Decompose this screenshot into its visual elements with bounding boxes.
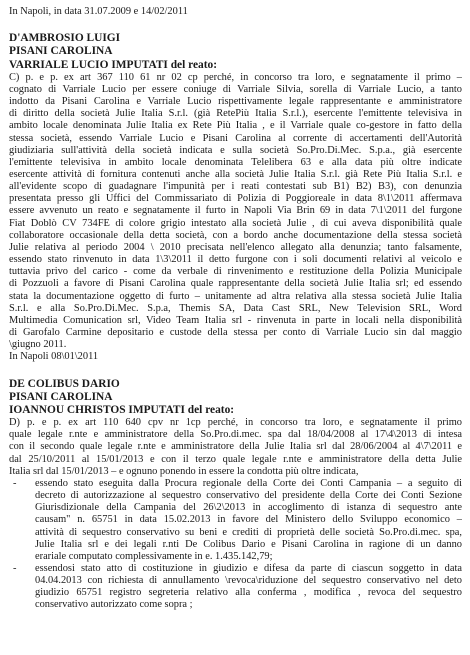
text-line: S.r.l. e alla So.Pro.Di.Mec. S.p.a, Themis SA, Data Cast SRL, New Television SRL, Word — [9, 302, 462, 314]
text-line: C) p. e p. ex art 367 110 61 nr 02 cp perché, in concorso tra loro, e segnatamente il primo – — [9, 71, 462, 83]
bullet-text — [9, 563, 462, 612]
text-line: di Garofalo Carmine depositario e custode della stessa per conto di Varriale Lucio sin dal maggio — [9, 327, 462, 339]
text-line: presentata presso gli Uffici del Commissariato di Polizia di Poggioreale in data 8\1\2011 affermava — [9, 193, 462, 205]
text-line: di Pozzuoli a favore di Pisani Carolina quale rappresentante della società Julie Italia srl; ed essendo — [9, 278, 462, 290]
text-line: giudizio 65751 registro segreteria relativo alla conferma , modifica , revoca del sequestro — [35, 587, 462, 599]
text-line: causam" n. 65751 in data 15.02.2013 in favore del Ministero dello Sviluppo economico – — [35, 514, 462, 526]
text-line: ambito locale denominata Julie Italia ex Rete Più Italia , e il Varriale quale co-gestore in fatto della — [9, 120, 462, 132]
text-line: indotto da Pisani Carolina e Varriale Lucio rispettivamente legale rappresentante e amministratore — [9, 96, 462, 108]
charge-heading: VARRIALE LUCIO IMPUTATI del reato: — [9, 58, 217, 71]
text-line: Italia srl dal 15/01/2013 – e ognuno ponendo in essere la condotta più oltre indicata, — [9, 465, 359, 477]
text-line: Fiat Doblò CV 734FE di colore grigio intestato alla società Julie , di cui aveva disponibilità quale — [9, 217, 462, 229]
text-line: con il secondo quale legale r.nte e amministratore della Julie Italia srl dal 28/06/2004 al 4\7\2011 e — [9, 441, 462, 453]
text-line: l'emittente televisiva in ambito locale denominata Telelibera 63 e alla data più oltre indicate — [9, 156, 462, 168]
text-line: cognato di Varriale Lucio per essere coniuge di Varriale Silvia, sorella di Varriale Lucio, a tanto — [9, 83, 462, 95]
defendant-name-1: DE COLIBUS DARIO — [9, 377, 120, 390]
defendant-name-2: PISANI CAROLINA — [9, 390, 113, 403]
bullet-dash-icon: - — [13, 563, 17, 574]
text-line: conservativo autorizzato come sopra ; — [35, 599, 193, 611]
text-line: all'evidente scopo di guadagnare l'impunità per i reati contestati sub B1) B2) B3), con denunzia — [9, 181, 462, 193]
bullet-item — [9, 478, 462, 563]
bullet-item — [9, 563, 462, 612]
text-line: attività di sequestro conservativo su beni e crediti di proprietà delle società So.Pro.di.mec. spa, — [35, 526, 462, 538]
spacer — [9, 364, 462, 378]
text-line: erariale computato complessivamente in e. 1.435.142,79; — [35, 550, 273, 562]
bullet-list — [9, 478, 462, 612]
text-line: collaboratore occasionale della detta società, con a bordo anche documentazione della stessa società — [9, 229, 462, 241]
text-line: Julie Italia srl e dei legali r.nti De Colibus Dario e Pisani Carolina in ragione di un danno — [35, 538, 462, 550]
text-line: \giugno 2011. — [9, 339, 67, 351]
text-line: D) p. e p. ex art 110 640 cpv nr 1cp perché, in concorso tra loro, e segnatamente il primo — [9, 417, 462, 429]
defendant-name-2: PISANI CAROLINA — [9, 45, 113, 58]
text-line: decreto di autorizzazione al sequestro conservativo del presidente della Corte dei Conti Sezione — [35, 490, 462, 502]
text-line: giudiziaria sull'attività della società indicata e sulla società So.Pro.Di.Mec. S.p.a., già esercente — [9, 144, 462, 156]
date-line: In Napoli, in data 31.07.2009 e 14/02/2011 — [9, 6, 188, 17]
text-line: Multimedia Comunication srl, Video Team Italia srl - rinvenuta in parte in locali nella disponibilità — [9, 314, 462, 326]
text-line: essendo stato rinvenuto in data 1\3\2011 il detto furgone con i soli documenti relativi al veicolo e — [9, 254, 462, 266]
text-line: di diritto della società Julie Italia S.r.l. (già RetePiù Italia S.r.l.), esercente l'emittente televisiva in — [9, 108, 462, 120]
text-line: stata la documentazione oggetto di furto – unitamente ad altra relativa alla stessa società Julie Italia — [9, 290, 462, 302]
text-line: essendo stato eseguita dalla Procura regionale della Corte dei Conti Campania – a seguito di — [35, 477, 462, 489]
charge-body — [9, 417, 462, 478]
section-2 — [9, 378, 462, 612]
text-line: Giurisdizionale della Campania del 26\2\2013 in accoglimento di istanza di sequestro ante — [35, 502, 462, 514]
text-line: stessa società, essendo Varriale Lucio e Pisani Carolina al corrente di accertamenti dell'Autorità — [9, 132, 462, 144]
text-line: Julie relativa al periodo 2004 \ 2010 precisata nell'elenco allegato alla denunzia; tanto falsamente, — [9, 241, 462, 253]
text-line: quale legale r.nte e amministratore della So.Pro.di.mec. spa dal 18/04/2008 al 17\4\2013 di intesa — [9, 429, 462, 441]
bullet-dash-icon: - — [13, 477, 17, 489]
text-line: essendosi stato atto di costituzione in giudizio e difesa da parte di ciascun soggetto in data — [35, 563, 462, 574]
closing-line: In Napoli 08\01\2011 — [9, 351, 99, 363]
charge-body — [9, 72, 462, 352]
spacer — [9, 18, 462, 32]
text-line: dal 25/10/2011 al 15/01/2013 e con il terzo quale legale r.nte e amministratore della detta Julie — [9, 453, 462, 465]
section-1 — [9, 32, 462, 363]
text-line: essere avvenuto un reato e segnatamente il furto in Napoli Via Brin 69 in data 7\1\2011 del furgone — [9, 205, 462, 217]
text-line: tuttavia privo del carico - come da verbale di rinvenimento e restituzione della Polizia Municipale — [9, 266, 462, 278]
bullet-text — [9, 478, 462, 563]
defendant-name-1: D'AMBROSIO LUIGI — [9, 32, 121, 45]
text-line: esercente attività di fornitura contenuti anche alla società Julie Italia S.r.l. già Rete Più Italia S.r.l. e — [9, 169, 462, 181]
charge-heading: IOANNOU CHRISTOS IMPUTATI del reato: — [9, 403, 235, 416]
text-line: 04.04.2013 con richiesta di annullamento \revoca\riduzione del sequestro conservativo nel deto — [35, 575, 462, 587]
